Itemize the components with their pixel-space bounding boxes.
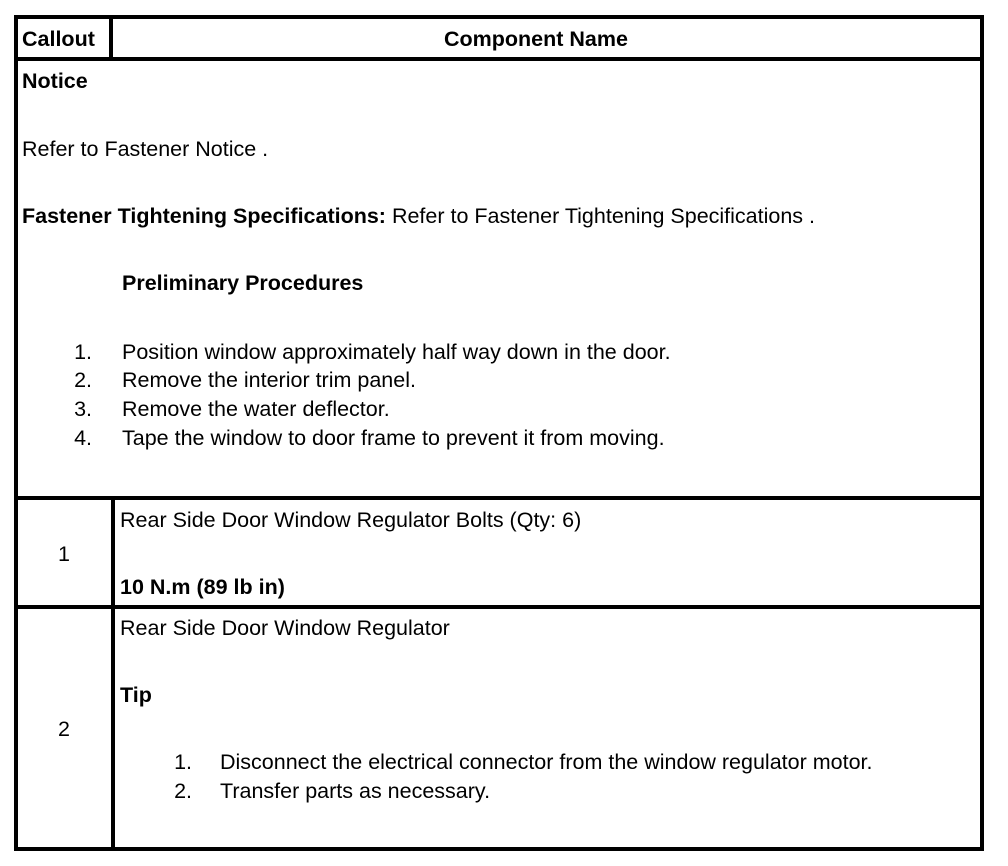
row1-callout: 1 [58,542,70,566]
header-component-name: Component Name [444,27,628,51]
tip-step-number: 1. [174,750,192,774]
row1-bottom-rule [18,605,980,609]
component-table [14,15,984,851]
notice-refer-text: Refer to Fastener Notice . [22,137,269,161]
step-number: 1. [74,340,92,364]
spec-line [22,203,815,229]
step-text: Remove the water deflector. [122,397,390,421]
notice-title: Notice [22,69,88,93]
step-text: Tape the window to door frame to prevent it from moving. [122,426,665,450]
step-text: Position window approximately half way down in the door. [122,340,671,364]
tip-step-text: Transfer parts as necessary. [220,779,491,803]
row1-torque: 10 N.m (89 lb in) [120,575,285,599]
tip-step-text: Disconnect the electrical connector from the window regulator motor. [220,750,873,774]
tip-step-number: 2. [174,779,192,803]
row2-tip-title: Tip [120,683,152,707]
row2-callout: 2 [58,717,70,741]
row1-component-name: Rear Side Door Window Regulator Bolts (Qty: 6) [120,508,582,532]
header-bottom-rule [18,57,980,61]
header-column-divider [109,19,113,59]
step-text: Remove the interior trim panel. [122,368,416,392]
spec-label: Fastener Tightening Specifications: [22,204,386,228]
rows-column-divider [111,496,115,851]
step-number: 3. [74,397,92,421]
row2-component-name: Rear Side Door Window Regulator [120,616,450,640]
spec-text: Refer to Fastener Tightening Specifications . [385,204,816,228]
preliminary-procedures-title: Preliminary Procedures [122,271,364,295]
step-number: 4. [74,426,92,450]
header-callout: Callout [22,27,95,51]
notice-bottom-rule [18,496,980,500]
step-number: 2. [74,368,92,392]
